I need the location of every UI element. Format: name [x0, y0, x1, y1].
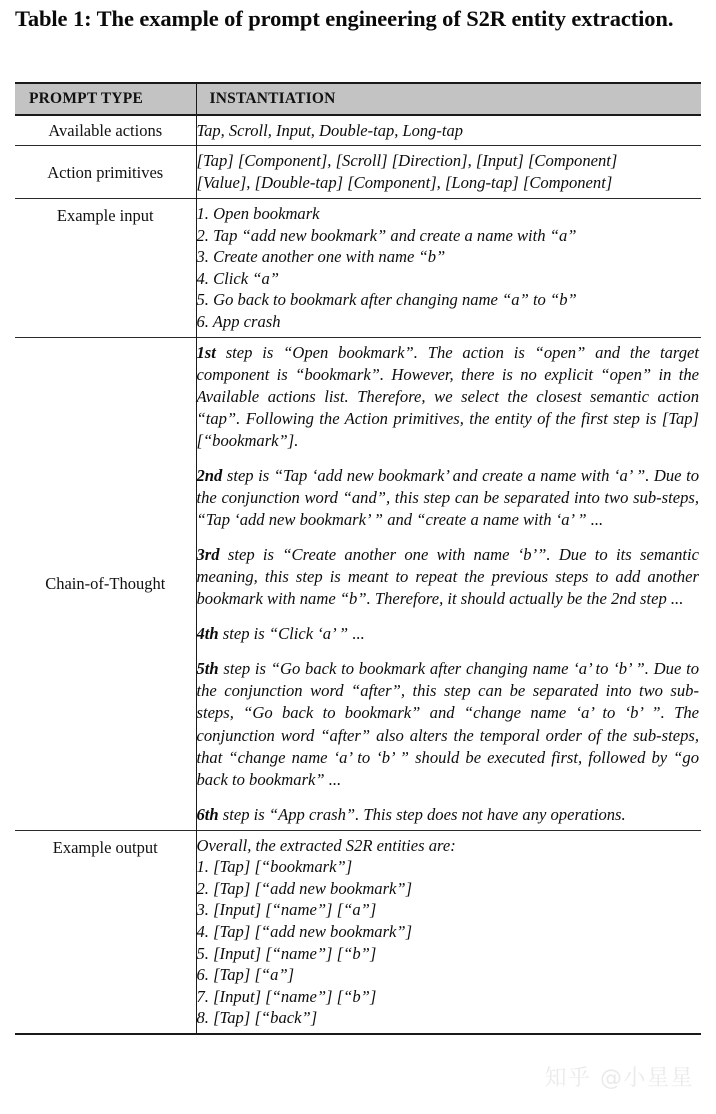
action-primitives-line-1: [Tap] [Component], [Scroll] [Direction], [Input] [Component]	[196, 151, 618, 171]
row-value-example-output	[196, 830, 701, 1033]
list-item: Overall, the extracted S2R entities are:	[196, 835, 456, 855]
zhihu-watermark: 知乎 @小星星	[544, 1066, 694, 1091]
row-label-action-primitives: Action primitives	[15, 146, 196, 199]
table-container	[15, 82, 701, 1035]
cot-step-5-lead: 5th	[196, 659, 219, 679]
list-item: 8. [Tap] [“back”]	[196, 1008, 318, 1028]
list-item: 2. [Tap] [“add new bookmark”]	[196, 878, 413, 898]
row-value-available-actions: Tap, Scroll, Input, Double-tap, Long-tap	[196, 115, 701, 146]
cot-step-5-body: step is “Go back to bookmark after changing name ‘a’ to ‘b’ ”. Due to the conjunction word “after”, this step can be separated into two sub-steps, “Go back to bookmark” and “change name ‘a’ to ‘b’ ”. The conjunction word “after” also alters the temporal order of the sub-steps, that “change name ‘a’ to ‘b’ ” should be executed first, followed by “go back to bookmark” ...	[196, 659, 699, 789]
table-row-example-input	[15, 199, 701, 337]
cot-step-3-body: step is “Create another one with name ‘b’”. Due to its semantic meaning, this step is meant to repeat the previous steps to add another bookmark with name “b”. Therefore, it should actually be the 2nd step ...	[196, 545, 699, 609]
list-item: 7. [Input] [“name”] [“b”]	[196, 986, 377, 1006]
example-input-list	[197, 203, 702, 332]
table-row-action-primitives	[15, 146, 701, 199]
cot-step-6-body: step is “App crash”. This step does not have any operations.	[218, 804, 626, 824]
example-output-list	[197, 835, 702, 1029]
table-row-available-actions	[15, 115, 701, 146]
cot-step-1-body: step is “Open bookmark”. The action is “open” and the target component is “bookmark”. However, there is no explicit “open” in the Available actions list. Therefore, we select the closest semantic action “tap”. Following the Action primitives, the entity of the first step is [Tap] [“bookmark”].	[196, 342, 699, 450]
cot-step-2-lead: 2nd	[196, 465, 223, 485]
prompt-engineering-table	[15, 82, 701, 1033]
list-item: 4. Click “a”	[196, 268, 280, 288]
table-bottom-rule	[15, 1033, 701, 1035]
cot-step-4-body: step is “Click ‘a’ ” ...	[218, 624, 365, 644]
cot-step-5	[197, 658, 702, 790]
list-item: 3. [Input] [“name”] [“a”]	[196, 900, 377, 920]
table-row-chain-of-thought	[15, 337, 701, 830]
list-item: 3. Create another one with name “b”	[196, 247, 446, 267]
column-header-prompt-type: PROMPT TYPE	[15, 83, 196, 115]
cot-step-3	[197, 544, 702, 610]
row-value-chain-of-thought	[196, 337, 701, 830]
column-header-instantiation: INSTANTIATION	[196, 83, 701, 115]
table-caption: Table 1: The example of prompt engineering of S2R entity extraction.	[15, 6, 674, 31]
row-label-example-output: Example output	[15, 830, 196, 1033]
row-label-chain-of-thought: Chain-of-Thought	[15, 337, 196, 830]
table-head	[15, 83, 701, 115]
list-item: 6. [Tap] [“a”]	[196, 965, 295, 985]
table-body	[15, 115, 701, 1033]
cot-step-1	[197, 342, 702, 452]
table-header-row	[15, 83, 701, 115]
cot-step-4	[197, 623, 702, 645]
cot-step-2-body: step is “Tap ‘add new bookmark’ and create a name with ‘a’ ”. Due to the conjunction word “and”, this step can be separated into two sub-steps, “Tap ‘add new bookmark’ ” and “create a name with ‘a’ ” ...	[196, 465, 699, 530]
cot-step-4-lead: 4th	[196, 624, 219, 644]
list-item: 5. Go back to bookmark after changing name “a” to “b”	[196, 290, 577, 310]
cot-step-6-lead: 6th	[196, 804, 219, 824]
row-label-available-actions: Available actions	[48, 121, 163, 140]
list-item: 1. Open bookmark	[196, 204, 320, 224]
list-item: 1. [Tap] [“bookmark”]	[196, 857, 353, 877]
cot-step-6	[197, 804, 702, 826]
row-value-example-input	[196, 199, 701, 337]
row-label-example-input: Example input	[15, 199, 196, 337]
list-item: 5. [Input] [“name”] [“b”]	[196, 943, 377, 963]
cot-step-2	[197, 465, 702, 531]
cot-step-3-lead: 3rd	[196, 545, 220, 565]
row-value-action-primitives	[196, 146, 701, 199]
cot-step-1-lead: 1st	[196, 342, 216, 362]
list-item: 6. App crash	[196, 312, 281, 332]
table-row-example-output	[15, 830, 701, 1033]
list-item: 2. Tap “add new bookmark” and create a name with “a”	[196, 225, 577, 245]
action-primitives-line-2: [Value], [Double-tap] [Component], [Long-tap] [Component]	[196, 173, 613, 193]
list-item: 4. [Tap] [“add new bookmark”]	[196, 922, 413, 942]
